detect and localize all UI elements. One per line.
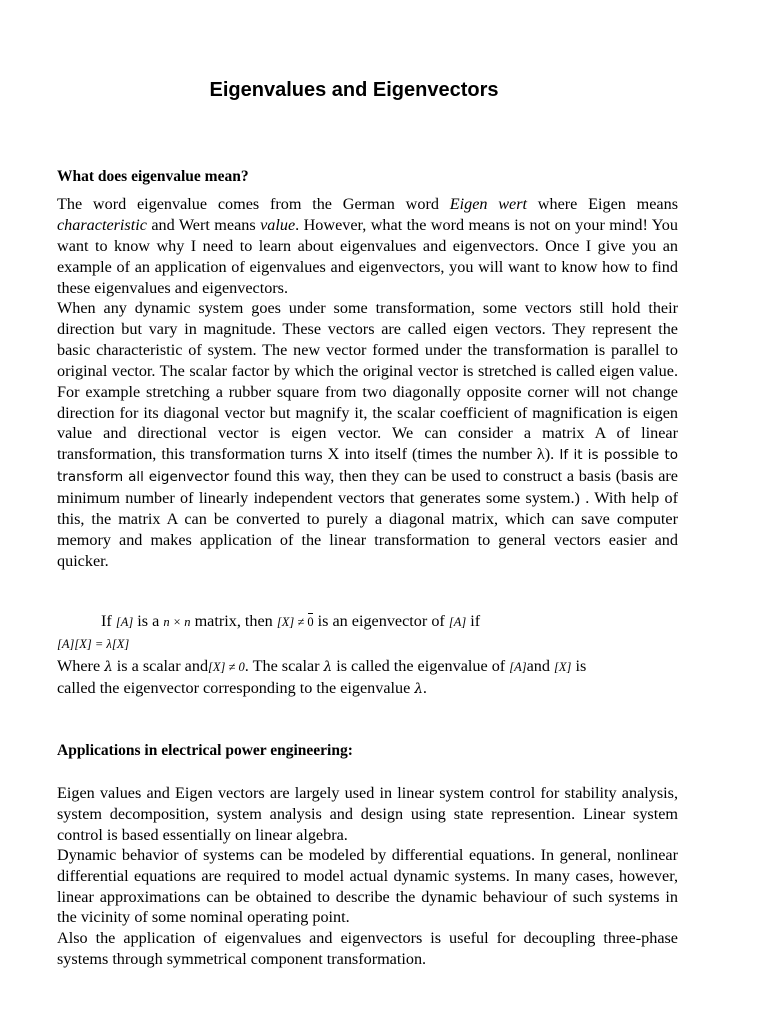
section-heading-meaning: What does eigenvalue mean? <box>57 168 249 185</box>
text-run: and Wert means <box>146 215 261 234</box>
math-matrix-a: [A] <box>448 615 467 629</box>
math-x-not-equal: [X] ≠ <box>276 615 308 629</box>
text-run: . However, what the word means is not on your mind! You want to know why I need to learn about eigenvalues and eigenvectors. Once I give you an example of an application of eigenvalues and eigenvectors, you will want to know how to find these eigenvalues and eigenvectors. <box>57 215 678 297</box>
text-run: matrix, then <box>190 612 277 630</box>
formula-where-line <box>57 656 678 677</box>
text-run: where Eigen means <box>527 195 678 213</box>
math-matrix-a: [A] <box>509 660 527 674</box>
paragraph-intro <box>57 194 678 299</box>
math-matrix-x: [X] <box>554 660 572 674</box>
text-run: The word eigenvalue comes from the German word <box>57 195 450 213</box>
text-run: is an eigenvector of <box>313 612 449 630</box>
text-run: called the eigenvector corresponding to the eigenvalue <box>57 679 415 697</box>
text-run: . <box>422 679 427 697</box>
text-run: . The scalar <box>244 657 324 675</box>
text-run: is a scalar and <box>112 657 209 675</box>
math-matrix-a: [A] <box>115 615 134 629</box>
math-zero-vector: 0 <box>307 612 313 632</box>
text-run: is called the eigenvalue of <box>332 657 510 675</box>
text-run-sans: If it is possible to transform all eigenvector <box>57 447 679 486</box>
text-run: is a <box>133 612 164 630</box>
math-n-by-n: n × n <box>163 615 191 629</box>
section-heading-applications: Applications in electrical power engineering: <box>57 742 353 759</box>
text-run-italic: Eigen wert <box>449 195 528 213</box>
text-run: Where <box>57 657 105 675</box>
math-lambda: λ <box>414 681 423 697</box>
math-lambda: λ <box>104 659 113 675</box>
text-run: When any dynamic system goes under some transformation, some vectors still hold their direction but vary in magnitude. These vectors are called eigen vectors. They represent the basic characteristic of system. The new vector formed under the transformation is parallel to original vector. The scalar factor by which the original vector is stretched is called eigen value. For example stretching a rubber square from two diagonally opposite corner will not change direction for its diagonal vector but magnify it, the scalar coefficient of magnification is eigen value and directional vector is eigen vector. We can consider a matrix A of linear transformation, this transformation turns X into itself (times the number λ). <box>57 299 678 464</box>
text-run-italic: characteristic <box>57 215 147 234</box>
paragraph-dynamic-system <box>57 298 678 572</box>
paragraph-linear-control: Eigen values and Eigen vectors are largely used in linear system control for stability analysis, system decomposition, system analysis and design using state represention. Linear system control is based essentially on linear algebra. <box>57 784 678 844</box>
formula-eigenvector-line <box>57 678 678 699</box>
formula-equation <box>57 633 678 654</box>
page-title: Eigenvalues and Eigenvectors <box>209 79 499 101</box>
math-x-not-zero: [X] ≠ 0 <box>208 660 245 674</box>
math-eigen-equation: [A][X] = λ[X] <box>57 637 130 651</box>
text-run: If <box>101 612 116 630</box>
text-run: and <box>526 657 555 675</box>
text-run: if <box>466 612 481 630</box>
text-run: is <box>571 657 587 675</box>
formula-definition-line <box>101 611 722 632</box>
text-run-italic: value <box>260 215 296 234</box>
paragraph-three-phase: Also the application of eigenvalues and eigenvectors is useful for decoupling three-phase systems through symmetrical component transformation. <box>57 929 678 968</box>
math-lambda: λ <box>323 659 333 675</box>
text-run: found this way, then they can be used to construct a basis (basis are minimum number of linearly independent vectors that generates some system.) . With help of this, the matrix A can be converted to purely a diagonal matrix, which can save computer memory and makes application of the linear transformation to general vectors easier and quicker. <box>57 467 678 570</box>
paragraph-dynamic-behavior: Dynamic behavior of systems can be modeled by differential equations. In general, nonlinear differential equations are required to model actual dynamic systems. In many cases, however, linear approximations can be obtained to describe the dynamic behaviour of such systems in the vicinity of some nominal operating point. <box>57 846 678 927</box>
